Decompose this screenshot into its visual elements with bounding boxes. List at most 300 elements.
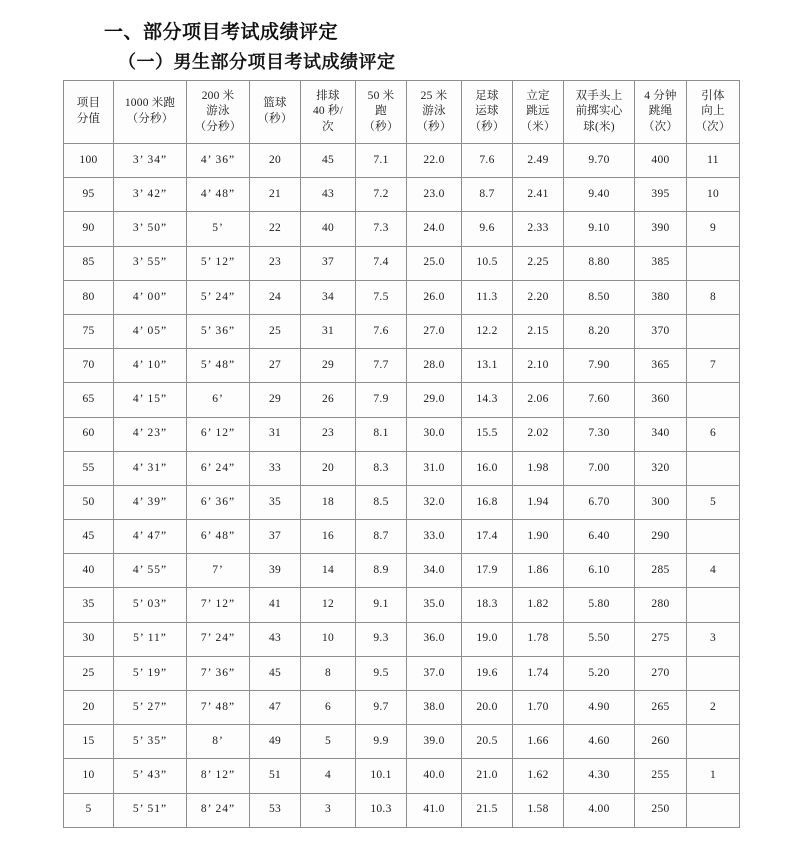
table-cell: 41.0 [407, 793, 462, 827]
table-cell: 6’ [187, 383, 250, 417]
column-header-line: 立定 [526, 89, 550, 102]
table-cell: 20.0 [462, 691, 513, 725]
score-value-cell: 35 [64, 588, 114, 622]
table-cell: 8.7 [462, 178, 513, 212]
score-value-cell: 20 [64, 691, 114, 725]
table-cell: 370 [635, 314, 687, 348]
table-cell: 5’ 48” [187, 349, 250, 383]
table-cell: 40.0 [407, 759, 462, 793]
table-cell: 4’ 55” [114, 554, 187, 588]
table-cell: 27 [250, 349, 301, 383]
table-row [64, 793, 740, 827]
table-row [64, 725, 740, 759]
score-value-cell: 45 [64, 520, 114, 554]
column-header-line: （秒） [416, 120, 452, 133]
table-cell: 6’ 12” [187, 417, 250, 451]
table-row [64, 520, 740, 554]
table-cell: 1.62 [513, 759, 564, 793]
column-header-0 [64, 81, 114, 144]
table-cell: 17.9 [462, 554, 513, 588]
table-cell: 8’ 12” [187, 759, 250, 793]
table-cell: 4.90 [564, 691, 635, 725]
table-cell: 15.5 [462, 417, 513, 451]
column-header-2 [187, 81, 250, 144]
table-cell: 23 [250, 246, 301, 280]
table-cell: 7.3 [356, 212, 407, 246]
column-header-7 [462, 81, 513, 144]
column-header-line: 次 [322, 120, 334, 133]
table-cell: 13.1 [462, 349, 513, 383]
table-cell: 7.00 [564, 451, 635, 485]
table-cell: 7.6 [462, 144, 513, 178]
table-cell: 5’ 11” [114, 622, 187, 656]
table-cell: 1.86 [513, 554, 564, 588]
table-cell: 3 [301, 793, 356, 827]
table-cell: 29.0 [407, 383, 462, 417]
table-row [64, 622, 740, 656]
table-row [64, 144, 740, 178]
score-value-cell: 75 [64, 314, 114, 348]
table-cell: 20.5 [462, 725, 513, 759]
table-cell: 36.0 [407, 622, 462, 656]
table-cell: 2.10 [513, 349, 564, 383]
table-cell: 2.02 [513, 417, 564, 451]
table-cell: 26 [301, 383, 356, 417]
table-cell: 26.0 [407, 280, 462, 314]
column-header-line: 向上 [701, 105, 725, 118]
table-cell: 38.0 [407, 691, 462, 725]
table-cell: 2.06 [513, 383, 564, 417]
score-value-cell: 95 [64, 178, 114, 212]
table-cell: 1.98 [513, 451, 564, 485]
table-cell: 9.3 [356, 622, 407, 656]
table-cell: 39 [250, 554, 301, 588]
column-header-line: 40 秒/ [312, 105, 344, 118]
table-cell: 7.7 [356, 349, 407, 383]
table-cell [687, 793, 740, 827]
table-cell: 31 [250, 417, 301, 451]
table-cell: 5’ 51” [114, 793, 187, 827]
table-cell: 2 [687, 691, 740, 725]
table-cell: 4.30 [564, 759, 635, 793]
table-row [64, 588, 740, 622]
score-value-cell: 80 [64, 280, 114, 314]
table-cell: 18 [301, 485, 356, 519]
table-cell: 7.2 [356, 178, 407, 212]
table-cell: 9.5 [356, 656, 407, 690]
table-cell: 16 [301, 520, 356, 554]
table-cell [687, 314, 740, 348]
table-cell: 8’ [187, 725, 250, 759]
table-cell: 7’ 24” [187, 622, 250, 656]
table-cell: 5.50 [564, 622, 635, 656]
table-cell: 29 [250, 383, 301, 417]
table-cell: 1.74 [513, 656, 564, 690]
column-header-4 [301, 81, 356, 144]
table-cell: 275 [635, 622, 687, 656]
table-cell: 4’ 10” [114, 349, 187, 383]
table-cell: 1.94 [513, 485, 564, 519]
table-cell: 285 [635, 554, 687, 588]
table-cell: 23 [301, 417, 356, 451]
table-cell: 4’ 47” [114, 520, 187, 554]
table-row [64, 246, 740, 280]
table-cell: 365 [635, 349, 687, 383]
table-cell: 9.1 [356, 588, 407, 622]
table-cell: 3’ 55” [114, 246, 187, 280]
table-cell: 260 [635, 725, 687, 759]
column-header-line: 运球 [475, 105, 499, 118]
table-row [64, 691, 740, 725]
column-header-line: 前掷实心 [575, 105, 623, 118]
table-cell: 9.10 [564, 212, 635, 246]
table-cell: 6.70 [564, 485, 635, 519]
table-cell: 9.7 [356, 691, 407, 725]
table-cell: 9.70 [564, 144, 635, 178]
table-header-row [64, 81, 740, 144]
table-cell: 1.90 [513, 520, 564, 554]
table-cell: 270 [635, 656, 687, 690]
table-cell [687, 588, 740, 622]
table-row [64, 451, 740, 485]
table-cell: 385 [635, 246, 687, 280]
table-cell: 7’ 36” [187, 656, 250, 690]
table-cell: 18.3 [462, 588, 513, 622]
table-cell: 255 [635, 759, 687, 793]
table-cell: 290 [635, 520, 687, 554]
table-cell: 360 [635, 383, 687, 417]
table-cell: 49 [250, 725, 301, 759]
table-cell: 4’ 48” [187, 178, 250, 212]
table-cell: 43 [301, 178, 356, 212]
table-cell: 16.8 [462, 485, 513, 519]
table-cell [687, 383, 740, 417]
column-header-line: 200 米 [201, 89, 235, 102]
column-header-line: 球(米) [583, 120, 615, 133]
table-cell: 28.0 [407, 349, 462, 383]
table-row [64, 656, 740, 690]
table-cell: 43 [250, 622, 301, 656]
table-body [64, 144, 740, 828]
table-cell: 7’ 48” [187, 691, 250, 725]
score-table-container [63, 80, 739, 828]
column-header-5 [356, 81, 407, 144]
table-cell: 8 [301, 656, 356, 690]
table-cell: 4.00 [564, 793, 635, 827]
table-cell: 22.0 [407, 144, 462, 178]
table-cell: 10.3 [356, 793, 407, 827]
table-cell: 400 [635, 144, 687, 178]
score-value-cell: 25 [64, 656, 114, 690]
score-value-cell: 100 [64, 144, 114, 178]
column-header-line: （次） [642, 120, 679, 133]
score-value-cell: 40 [64, 554, 114, 588]
column-header-line: 游泳 [206, 105, 230, 118]
table-cell: 4.60 [564, 725, 635, 759]
table-cell: 19.0 [462, 622, 513, 656]
table-cell: 23.0 [407, 178, 462, 212]
table-cell: 41 [250, 588, 301, 622]
table-cell: 4’ 05” [114, 314, 187, 348]
table-cell: 45 [301, 144, 356, 178]
table-cell: 33.0 [407, 520, 462, 554]
table-cell: 1.82 [513, 588, 564, 622]
table-cell: 8.20 [564, 314, 635, 348]
table-row [64, 212, 740, 246]
table-cell: 3’ 50” [114, 212, 187, 246]
table-cell [687, 246, 740, 280]
column-header-line: 引体 [701, 89, 725, 102]
table-cell: 380 [635, 280, 687, 314]
table-cell: 7.1 [356, 144, 407, 178]
table-cell: 4’ 15” [114, 383, 187, 417]
table-cell: 5.20 [564, 656, 635, 690]
table-cell: 8.9 [356, 554, 407, 588]
table-cell: 5’ [187, 212, 250, 246]
score-value-cell: 70 [64, 349, 114, 383]
table-cell: 11.3 [462, 280, 513, 314]
table-row [64, 178, 740, 212]
score-value-cell: 50 [64, 485, 114, 519]
table-cell: 1 [687, 759, 740, 793]
table-cell [687, 725, 740, 759]
column-header-line: （秒） [469, 120, 505, 133]
table-cell: 8.7 [356, 520, 407, 554]
column-header-line: （分秒） [194, 120, 242, 133]
score-value-cell: 60 [64, 417, 114, 451]
table-row [64, 554, 740, 588]
table-cell: 250 [635, 793, 687, 827]
table-cell: 21.5 [462, 793, 513, 827]
table-cell: 5.80 [564, 588, 635, 622]
table-cell: 53 [250, 793, 301, 827]
table-cell: 4 [687, 554, 740, 588]
table-cell: 5’ 19” [114, 656, 187, 690]
table-cell: 16.0 [462, 451, 513, 485]
table-cell: 2.33 [513, 212, 564, 246]
table-cell: 7.6 [356, 314, 407, 348]
table-cell: 8.5 [356, 485, 407, 519]
table-cell: 12 [301, 588, 356, 622]
table-cell: 9.40 [564, 178, 635, 212]
column-header-3 [250, 81, 301, 144]
table-cell: 6’ 36” [187, 485, 250, 519]
table-header [64, 81, 740, 144]
table-cell: 31.0 [407, 451, 462, 485]
table-cell: 10 [687, 178, 740, 212]
table-cell: 37.0 [407, 656, 462, 690]
score-value-cell: 90 [64, 212, 114, 246]
column-header-line: 25 米 [420, 89, 448, 102]
table-cell: 21.0 [462, 759, 513, 793]
table-cell: 2.25 [513, 246, 564, 280]
table-cell: 1.78 [513, 622, 564, 656]
table-cell: 4’ 31” [114, 451, 187, 485]
column-header-line: （秒） [363, 120, 399, 133]
score-value-cell: 30 [64, 622, 114, 656]
table-cell: 11 [687, 144, 740, 178]
table-cell: 22 [250, 212, 301, 246]
table-row [64, 314, 740, 348]
table-cell: 1.58 [513, 793, 564, 827]
table-cell: 3 [687, 622, 740, 656]
score-value-cell: 10 [64, 759, 114, 793]
column-header-line: （次） [695, 120, 731, 133]
table-cell [687, 520, 740, 554]
table-cell: 9 [687, 212, 740, 246]
table-cell: 5 [301, 725, 356, 759]
table-cell: 6.40 [564, 520, 635, 554]
table-cell: 51 [250, 759, 301, 793]
table-cell: 390 [635, 212, 687, 246]
table-cell: 8.50 [564, 280, 635, 314]
table-cell: 34 [301, 280, 356, 314]
score-value-cell: 85 [64, 246, 114, 280]
table-cell: 7.5 [356, 280, 407, 314]
table-cell: 7.90 [564, 349, 635, 383]
column-header-line: 篮球 [263, 97, 287, 110]
table-cell: 4’ 00” [114, 280, 187, 314]
table-cell: 6’ 24” [187, 451, 250, 485]
table-cell: 7.4 [356, 246, 407, 280]
table-cell: 29 [301, 349, 356, 383]
table-cell: 31 [301, 314, 356, 348]
table-cell: 45 [250, 656, 301, 690]
score-value-cell: 5 [64, 793, 114, 827]
table-cell: 7 [687, 349, 740, 383]
table-cell: 25.0 [407, 246, 462, 280]
table-cell: 5’ 36” [187, 314, 250, 348]
table-cell: 5’ 27” [114, 691, 187, 725]
table-cell: 320 [635, 451, 687, 485]
score-value-cell: 65 [64, 383, 114, 417]
column-header-line: 游泳 [422, 105, 446, 118]
table-row [64, 349, 740, 383]
column-header-line: （分秒） [126, 113, 174, 125]
table-cell: 8 [687, 280, 740, 314]
column-header-line: 跳绳 [648, 105, 673, 118]
table-cell: 9.9 [356, 725, 407, 759]
table-cell: 30.0 [407, 417, 462, 451]
column-header-line: 50 米 [367, 89, 395, 102]
table-cell: 1.70 [513, 691, 564, 725]
column-header-line: 分值 [76, 113, 101, 125]
table-cell: 10 [301, 622, 356, 656]
table-cell: 6’ 48” [187, 520, 250, 554]
table-cell: 5 [687, 485, 740, 519]
table-cell: 2.20 [513, 280, 564, 314]
table-cell: 35 [250, 485, 301, 519]
table-row [64, 383, 740, 417]
table-cell: 14 [301, 554, 356, 588]
table-cell: 6 [687, 417, 740, 451]
table-cell: 25 [250, 314, 301, 348]
score-table [63, 80, 740, 828]
table-cell: 35.0 [407, 588, 462, 622]
table-cell: 34.0 [407, 554, 462, 588]
table-cell: 5’ 24” [187, 280, 250, 314]
table-cell: 5’ 12” [187, 246, 250, 280]
table-cell: 3’ 34” [114, 144, 187, 178]
table-cell: 40 [301, 212, 356, 246]
table-row [64, 485, 740, 519]
table-cell: 14.3 [462, 383, 513, 417]
table-cell [687, 656, 740, 690]
table-cell: 7.9 [356, 383, 407, 417]
table-cell: 19.6 [462, 656, 513, 690]
column-header-line: 足球 [475, 89, 499, 102]
column-header-line: （秒） [257, 113, 293, 125]
table-cell: 6.10 [564, 554, 635, 588]
column-header-line: 跳远 [526, 105, 550, 118]
column-header-10 [635, 81, 687, 144]
column-header-9 [564, 81, 635, 144]
table-cell: 20 [250, 144, 301, 178]
table-cell: 300 [635, 485, 687, 519]
table-cell: 3’ 42” [114, 178, 187, 212]
column-header-11 [687, 81, 740, 144]
table-cell: 47 [250, 691, 301, 725]
column-header-line: 4 分钟 [644, 89, 677, 102]
table-cell: 395 [635, 178, 687, 212]
table-cell: 4’ 39” [114, 485, 187, 519]
table-cell: 2.49 [513, 144, 564, 178]
table-cell: 39.0 [407, 725, 462, 759]
table-cell [687, 451, 740, 485]
section-subtitle: （一）男生部分项目考试成绩评定 [118, 52, 396, 72]
table-cell: 37 [301, 246, 356, 280]
table-cell: 7’ [187, 554, 250, 588]
table-cell: 4’ 23” [114, 417, 187, 451]
column-header-line: 排球 [316, 89, 340, 102]
table-cell: 8.80 [564, 246, 635, 280]
table-cell: 340 [635, 417, 687, 451]
table-cell: 6 [301, 691, 356, 725]
table-cell: 8.3 [356, 451, 407, 485]
page-title: 一、部分项目考试成绩评定 [104, 22, 339, 43]
table-cell: 12.2 [462, 314, 513, 348]
table-cell: 8.1 [356, 417, 407, 451]
table-cell: 8’ 24” [187, 793, 250, 827]
table-cell: 24 [250, 280, 301, 314]
table-cell: 10.1 [356, 759, 407, 793]
table-cell: 4 [301, 759, 356, 793]
table-row [64, 417, 740, 451]
table-cell: 37 [250, 520, 301, 554]
column-header-8 [513, 81, 564, 144]
table-cell: 280 [635, 588, 687, 622]
table-cell: 265 [635, 691, 687, 725]
table-row [64, 280, 740, 314]
table-cell: 5’ 35” [114, 725, 187, 759]
table-cell: 1.66 [513, 725, 564, 759]
table-cell: 7.60 [564, 383, 635, 417]
table-cell: 5’ 43” [114, 759, 187, 793]
table-cell: 24.0 [407, 212, 462, 246]
table-cell: 21 [250, 178, 301, 212]
column-header-line: 项目 [76, 97, 101, 110]
table-cell: 2.41 [513, 178, 564, 212]
table-cell: 32.0 [407, 485, 462, 519]
column-header-line: 1000 米跑 [124, 97, 176, 110]
table-cell: 5’ 03” [114, 588, 187, 622]
table-cell: 9.6 [462, 212, 513, 246]
column-header-1 [114, 81, 187, 144]
column-header-line: 跑 [375, 105, 387, 118]
score-value-cell: 55 [64, 451, 114, 485]
column-header-line: 双手头上 [575, 89, 623, 102]
column-header-line: （米） [520, 120, 556, 133]
